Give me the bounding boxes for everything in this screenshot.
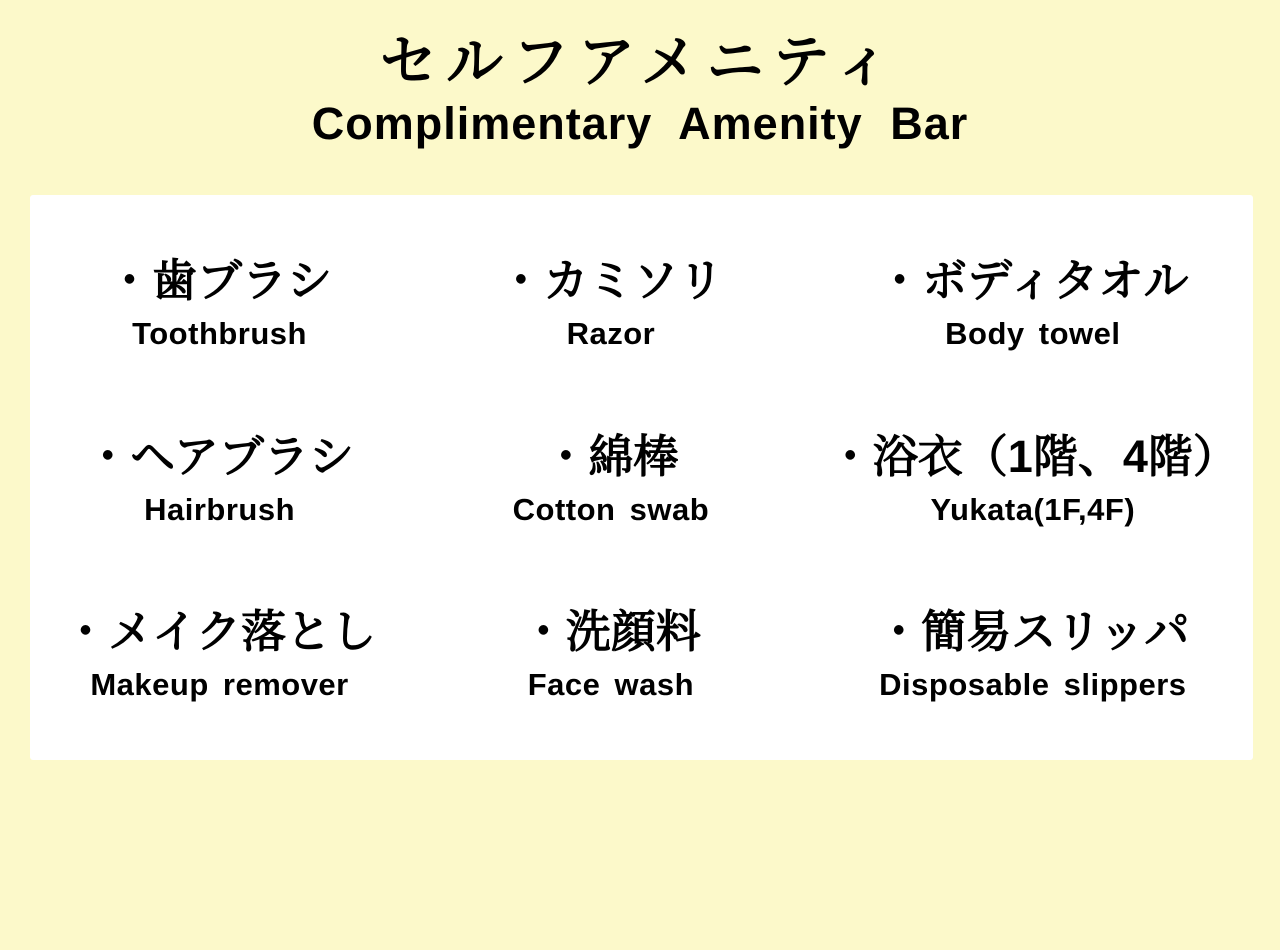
sign-header — [0, 30, 1280, 147]
amenity-item-disposable-slippers — [813, 605, 1253, 703]
amenity-panel — [30, 195, 1253, 760]
title-japanese: セルフアメニティ — [379, 30, 901, 94]
item-label-en: Yukata(1F,4F) — [930, 491, 1136, 527]
item-label-jp: ・ボディタオル — [877, 255, 1189, 306]
item-label-jp: ・ヘアブラシ — [85, 430, 354, 482]
item-label-en: Face wash — [527, 667, 695, 703]
amenity-item-yukata — [813, 430, 1253, 528]
item-label-jp: ・簡易スリッパ — [876, 606, 1190, 658]
item-label-en: Hairbrush — [144, 491, 296, 527]
amenity-item-makeup-remover — [30, 605, 409, 703]
item-label-en: Toothbrush — [132, 316, 307, 351]
title-english: Complimentary Amenity Bar — [311, 97, 969, 149]
amenity-item-cotton-swab — [409, 430, 813, 528]
item-label-jp: ・綿棒 — [543, 430, 679, 482]
amenity-item-razor — [409, 254, 813, 352]
item-label-jp: ・洗顔料 — [520, 606, 701, 658]
item-label-jp: ・歯ブラシ — [107, 255, 333, 306]
amenity-item-face-wash — [409, 605, 813, 703]
item-label-en: Makeup remover — [90, 667, 349, 703]
item-label-en: Razor — [566, 316, 656, 351]
amenity-item-toothbrush — [30, 254, 409, 352]
amenity-item-body-towel — [813, 254, 1253, 352]
item-label-jp: ・浴衣（1階、4階） — [827, 430, 1238, 482]
item-label-en: Cotton swab — [512, 491, 710, 527]
item-label-en: Body towel — [945, 316, 1121, 351]
amenity-item-hairbrush — [30, 430, 409, 528]
item-label-en: Disposable slippers — [879, 667, 1187, 703]
item-label-jp: ・メイク落とし — [62, 606, 377, 658]
item-label-jp: ・カミソリ — [498, 255, 724, 306]
